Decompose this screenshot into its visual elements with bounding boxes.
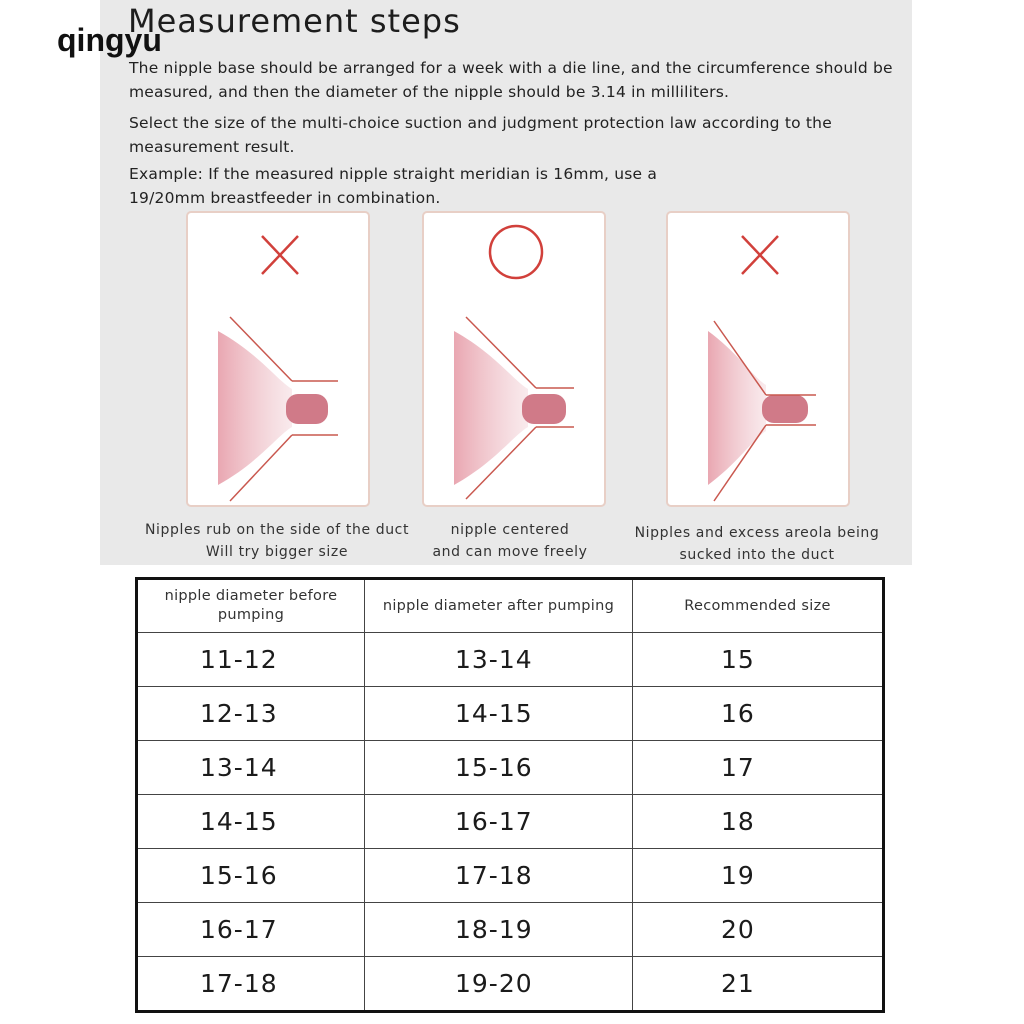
x-icon	[262, 236, 298, 274]
cell-size: 17	[633, 741, 884, 795]
table-row	[137, 687, 884, 741]
x-icon	[742, 236, 778, 274]
caption-too-large	[628, 522, 886, 566]
cell-after: 13-14	[365, 633, 633, 687]
cell-before: 11-12	[137, 633, 365, 687]
cell-before: 15-16	[137, 849, 365, 903]
cell-size: 21	[633, 957, 884, 1012]
breast-nipple-illustration	[454, 317, 574, 499]
caption-line: nipple centered	[450, 522, 570, 538]
page-title: Measurement steps	[128, 2, 461, 40]
size-chart-table	[135, 577, 885, 1013]
caption-line: sucked into the duct	[679, 547, 835, 563]
cell-before: 17-18	[137, 957, 365, 1012]
cell-size: 16	[633, 687, 884, 741]
table-row	[137, 849, 884, 903]
fit-illustration-too-large	[666, 211, 850, 507]
caption-line: Nipples and excess areola being	[634, 525, 880, 541]
cell-before: 16-17	[137, 903, 365, 957]
fit-illustration-correct	[422, 211, 606, 507]
instruction-paragraph-1: The nipple base should be arranged for a week with a die line, and the circumference should be measured, and then the diameter of the nipple should be 3.14 in milliliters.	[129, 59, 893, 101]
table-row	[137, 795, 884, 849]
cell-after: 16-17	[365, 795, 633, 849]
breast-nipple-illustration	[708, 321, 816, 501]
instruction-paragraph-2: Select the size of the multi-choice suction and judgment protection law according to the measurement result.	[129, 114, 832, 156]
table-row	[137, 957, 884, 1012]
cell-after: 15-16	[365, 741, 633, 795]
caption-correct	[405, 519, 615, 563]
cell-after: 17-18	[365, 849, 633, 903]
watermark-text: qingyu	[57, 22, 162, 58]
caption-line: Will try bigger size	[205, 544, 349, 560]
caption-line: Nipples rub on the side of the duct	[144, 522, 410, 538]
cell-size: 18	[633, 795, 884, 849]
table-header-row	[137, 579, 884, 633]
instruction-paragraph-3: Example: If the measured nipple straight meridian is 16mm, use a 19/20mm breastfeeder in combination.	[129, 165, 658, 207]
cell-size: 20	[633, 903, 884, 957]
header-before-pumping: nipple diameter before pumping	[137, 579, 365, 633]
table-row	[137, 633, 884, 687]
table-row	[137, 741, 884, 795]
header-recommended-size: Recommended size	[633, 579, 884, 633]
cell-size: 15	[633, 633, 884, 687]
header-after-pumping: nipple diameter after pumping	[365, 579, 633, 633]
circle-icon	[490, 226, 542, 278]
cell-before: 12-13	[137, 687, 365, 741]
cell-after: 19-20	[365, 957, 633, 1012]
breast-nipple-illustration	[218, 317, 338, 501]
cell-before: 13-14	[137, 741, 365, 795]
cell-before: 14-15	[137, 795, 365, 849]
fit-illustration-too-small	[186, 211, 370, 507]
cell-after: 14-15	[365, 687, 633, 741]
cell-after: 18-19	[365, 903, 633, 957]
cell-size: 19	[633, 849, 884, 903]
caption-too-small	[128, 519, 426, 563]
caption-line: and can move freely	[432, 544, 588, 560]
table-row	[137, 903, 884, 957]
